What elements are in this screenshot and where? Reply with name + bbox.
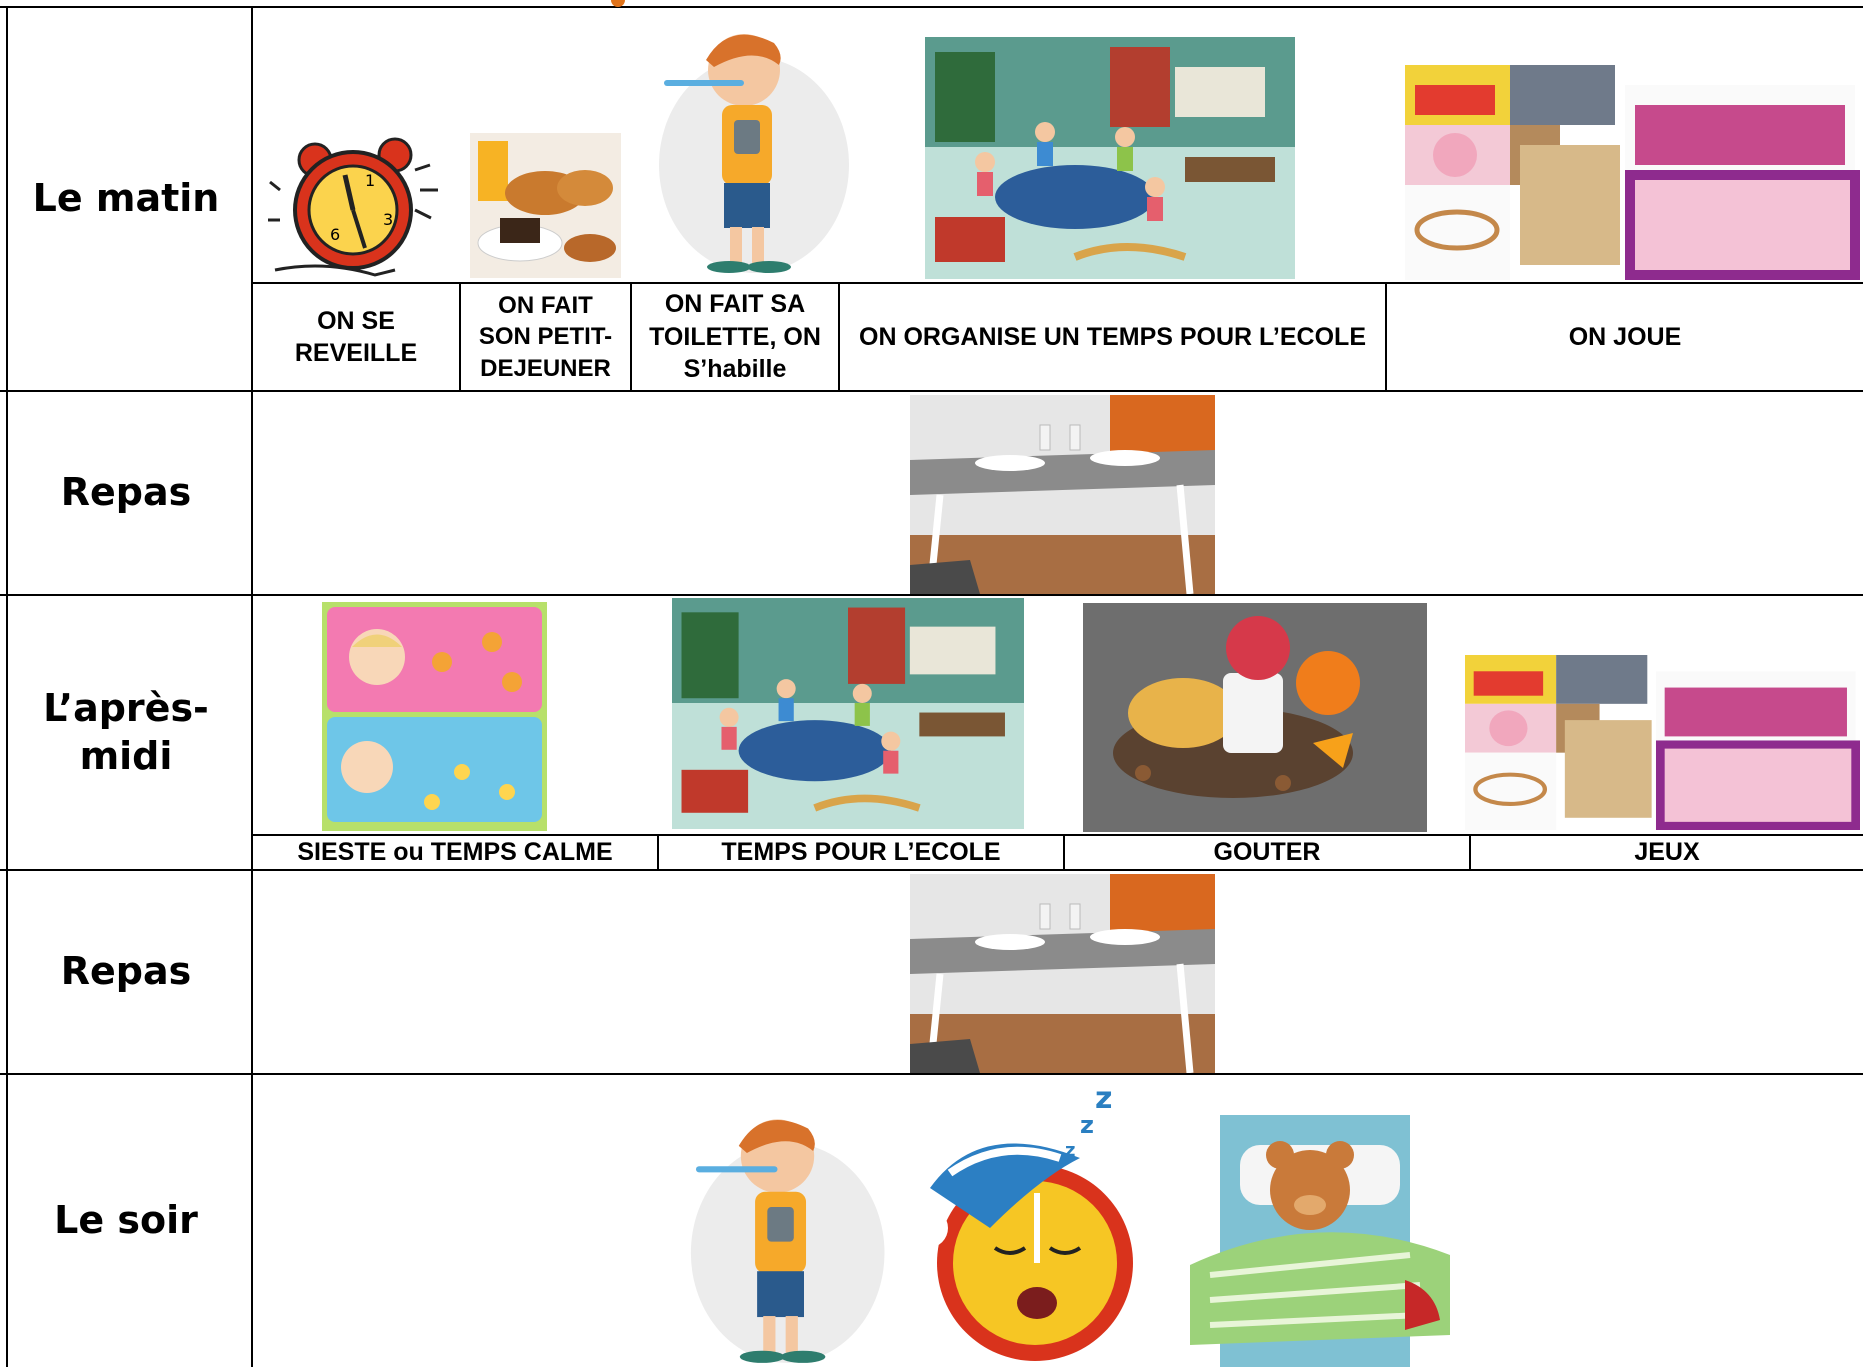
- row-label-lunch: Repas: [60, 470, 192, 515]
- caption-petit-dejeuner: ON FAIT SON PETIT- DEJEUNER: [478, 292, 613, 382]
- caption-jeux: JEUX: [1634, 838, 1700, 867]
- row-label-dinner: Repas: [60, 949, 192, 994]
- sleepy-clock-icon: [900, 1078, 1165, 1367]
- caption-on-se-reveille: ON SE REVEILLE: [294, 306, 418, 367]
- breakfast-icon: [470, 133, 621, 278]
- table-top-border: [0, 6, 1863, 8]
- table-row-divider: [0, 390, 1863, 392]
- toothbrush-boy-icon: [665, 1100, 890, 1367]
- toys-icon: [1465, 655, 1860, 830]
- toothbrush-boy-icon: [634, 15, 854, 277]
- bear-in-bed-icon: [1180, 1105, 1460, 1367]
- classroom-icon: [925, 37, 1295, 279]
- svg-text:z: z: [1065, 1140, 1076, 1161]
- svg-text:3: 3: [383, 210, 394, 229]
- snack-icon: [1083, 603, 1427, 832]
- table-row-divider: [0, 594, 1863, 596]
- nap-icon: [322, 602, 547, 831]
- row-label-morning: Le matin: [32, 176, 220, 221]
- dining-table-icon: [910, 395, 1215, 594]
- svg-text:z: z: [1095, 1081, 1113, 1116]
- row-label-evening: Le soir: [54, 1198, 198, 1243]
- table-row-divider: [0, 869, 1863, 871]
- svg-text:6: 6: [330, 225, 341, 244]
- table-row-divider: [0, 1073, 1863, 1075]
- caption-toilette: ON FAIT SA TOILETTE, ON S’habille: [649, 290, 821, 384]
- toys-icon: [1405, 65, 1860, 280]
- caption-gouter: GOUTER: [1213, 838, 1321, 867]
- label-column-divider: [251, 6, 253, 1367]
- alarm-clock-icon: [265, 130, 455, 280]
- svg-text:z: z: [1080, 1111, 1094, 1139]
- caption-sieste: SIESTE ou TEMPS CALME: [297, 838, 613, 867]
- dining-table-icon: [910, 874, 1215, 1073]
- row-label-afternoon: L’après- midi: [43, 686, 209, 778]
- svg-text:1: 1: [365, 171, 376, 190]
- caption-temps-ecole-apres-midi: TEMPS POUR L’ECOLE: [721, 838, 1001, 867]
- caption-temps-ecole: ON ORGANISE UN TEMPS POUR L’ECOLE: [859, 322, 1366, 351]
- caption-on-joue: ON JOUE: [1568, 322, 1682, 351]
- classroom-icon: [672, 598, 1024, 829]
